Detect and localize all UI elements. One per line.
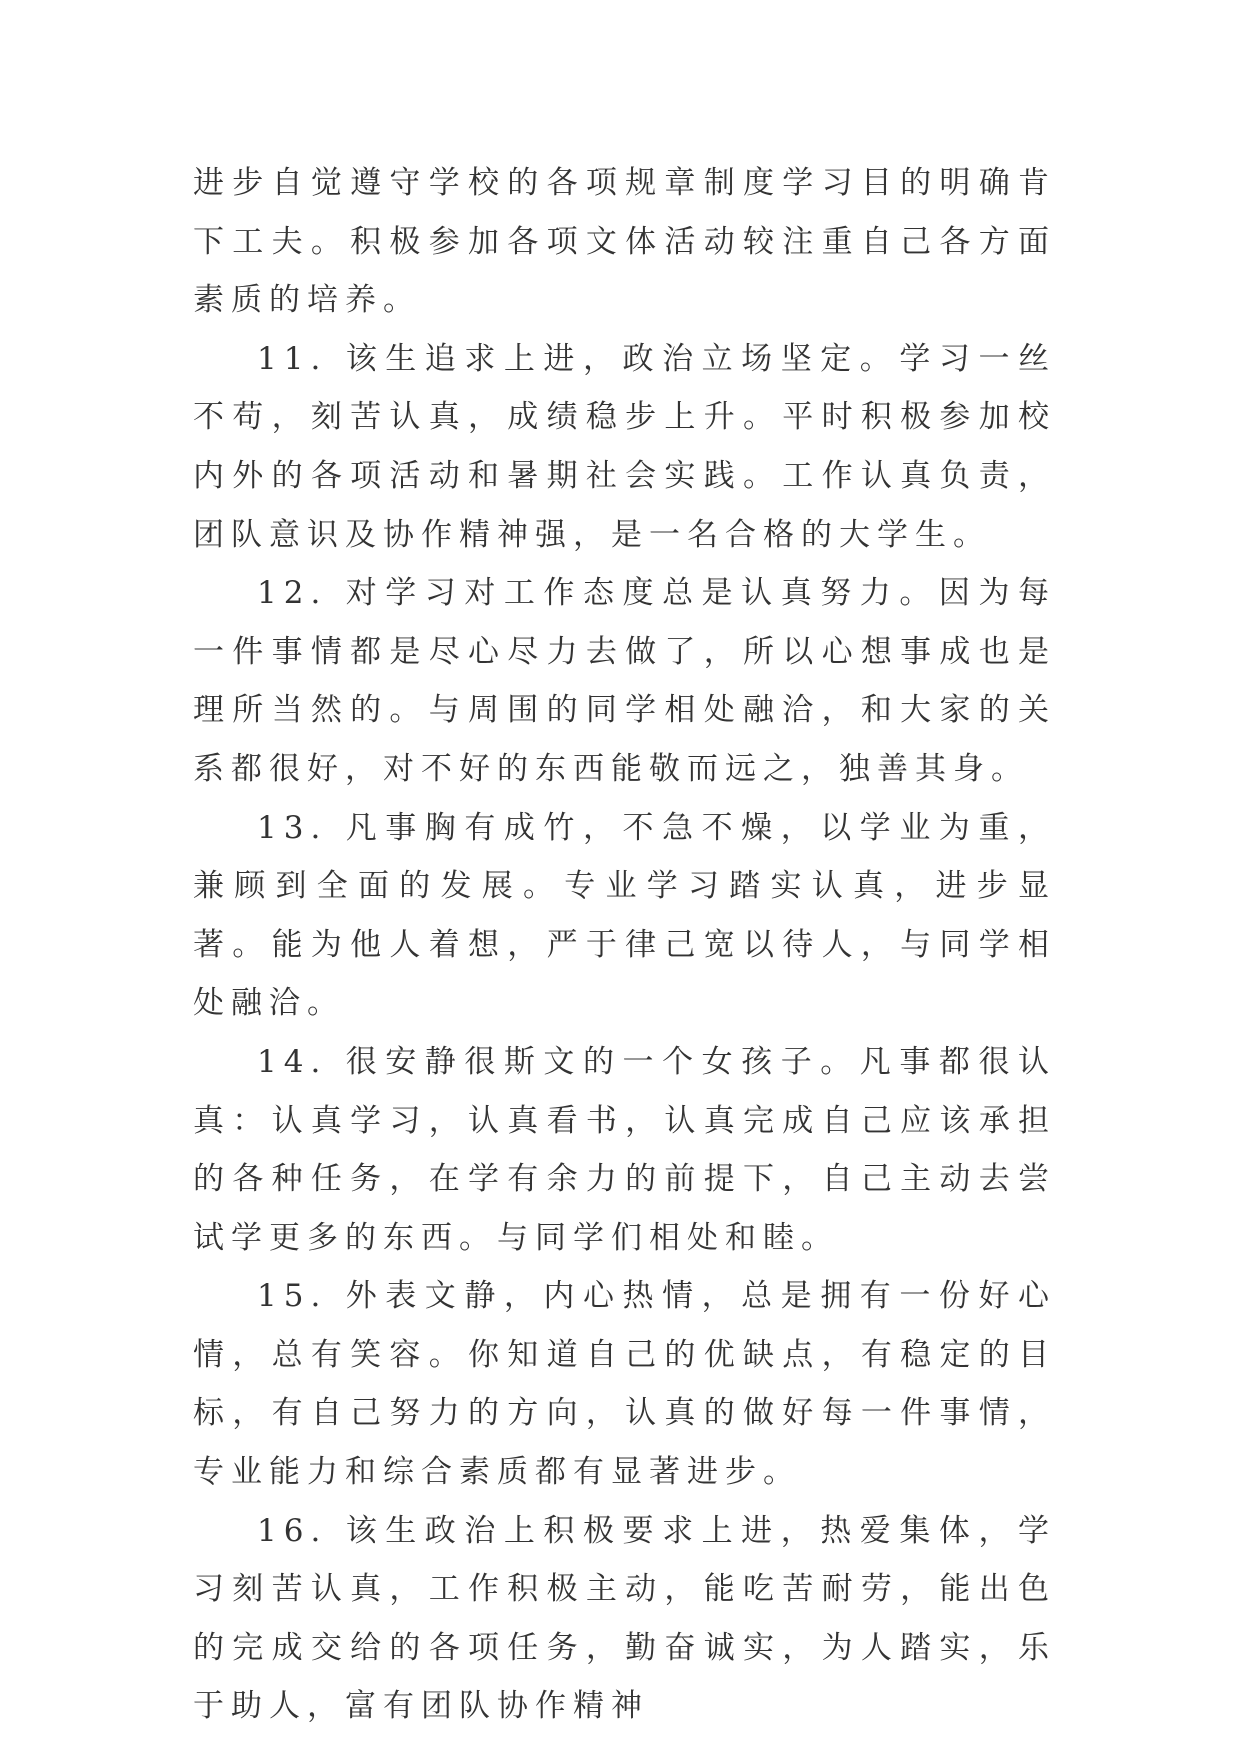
paragraph-item-15: 15. 外表文静，内心热情，总是拥有一份好心情，总有笑容。你知道自己的优缺点，有稳定的目标，有自己努力的方向，认真的做好每一件事情，专业能力和综合素质都有显著进步。 <box>193 1278 1056 1491</box>
paragraph-item-12: 12. 对学习对工作态度总是认真努力。因为每一件事情都是尽心尽力去做了，所以心想事成也是理所当然的。与周围的同学相处融洽，和大家的关系都很好，对不好的东西能敬而远之，独善其身。 <box>193 575 1056 787</box>
document-body <box>193 154 1056 1736</box>
paragraph-item-16: 16. 该生政治上积极要求上进，热爱集体，学习刻苦认真，工作积极主动，能吃苦耐劳，能出色的完成交给的各项任务，勤奋诚实，为人踏实，乐于助人，富有团队协作精神 <box>193 1512 1056 1725</box>
paragraph-item-11: 11. 该生追求上进，政治立场坚定。学习一丝不苟，刻苦认真，成绩稳步上升。平时积极参加校内外的各项活动和暑期社会实践。工作认真负责，团队意识及协作精神强，是一名合格的大学生。 <box>193 340 1056 553</box>
paragraph-item-14: 14. 很安静很斯文的一个女孩子。凡事都很认真：认真学习，认真看书，认真完成自己应该承担的各种任务，在学有余力的前提下，自己主动去尝试学更多的东西。与同学们相处和睦。 <box>193 1043 1056 1256</box>
paragraph-continued: 进步自觉遵守学校的各项规章制度学习目的明确肯下工夫。积极参加各项文体活动较注重自己各方面素质的培养。 <box>193 165 1056 319</box>
paragraph-item-13: 13. 凡事胸有成竹，不急不燥，以学业为重，兼顾到全面的发展。专业学习踏实认真，进步显著。能为他人着想，严于律己宽以待人，与同学相处融洽。 <box>193 809 1056 1022</box>
